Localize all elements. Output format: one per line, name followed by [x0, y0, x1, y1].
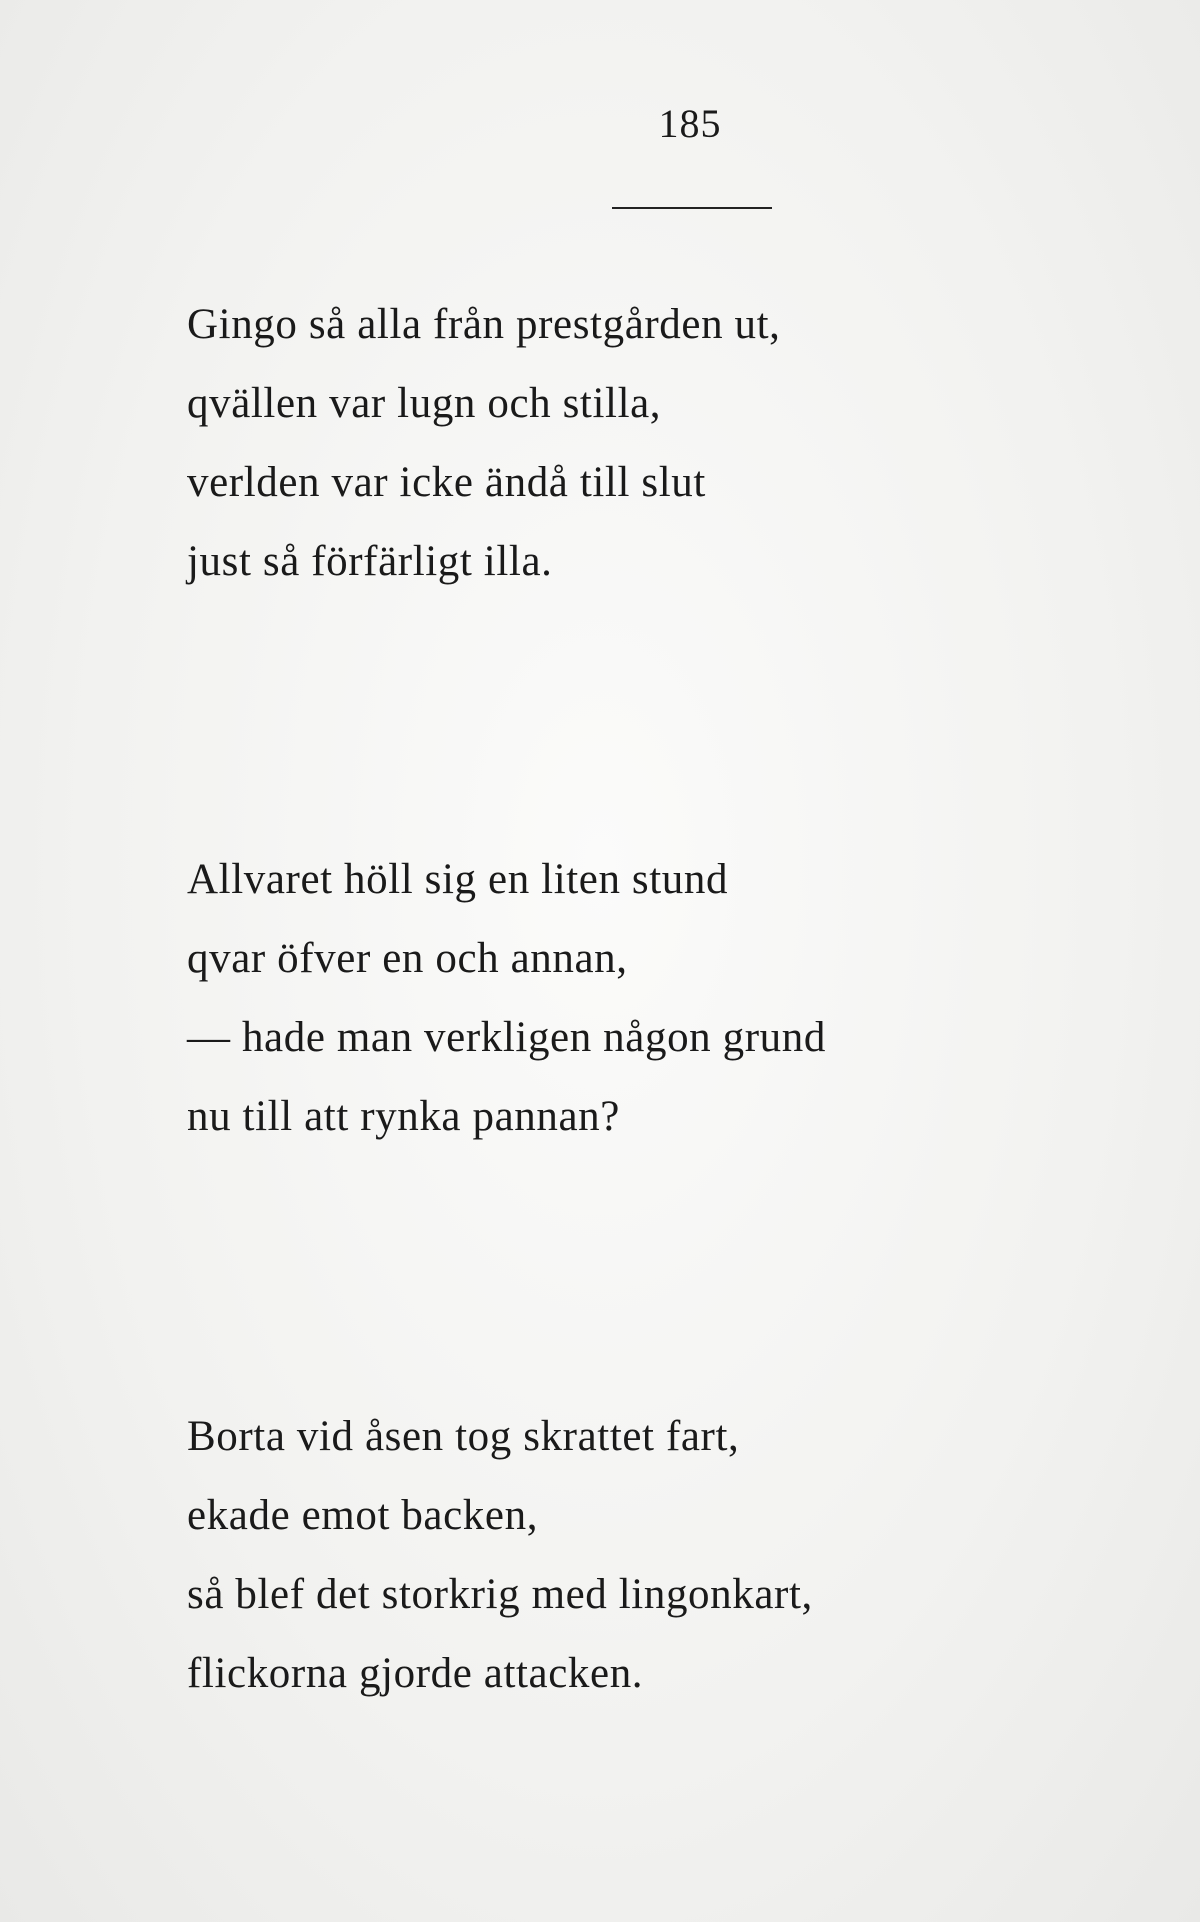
- poem-line: flickorna gjorde attacken.: [187, 1650, 644, 1697]
- poem-line: Borta vid åsen tog skrattet fart,: [187, 1413, 740, 1460]
- poem-line: just så förfärligt illa.: [187, 538, 553, 585]
- page-number: 185: [658, 101, 722, 146]
- poem-line: så blef det storkrig med lingonkart,: [187, 1571, 813, 1618]
- header-rule: [612, 207, 772, 209]
- poem-line: Gingo så alla från prestgården ut,: [187, 301, 781, 348]
- poem-line: qvar öfver en och annan,: [187, 935, 628, 982]
- poem-line: — hade man verkligen någon grund: [187, 1014, 826, 1061]
- poem-line: qvällen var lugn och stilla,: [187, 380, 662, 427]
- stanza-2: [187, 840, 826, 1156]
- poem-line: verlden var icke ändå till slut: [187, 459, 706, 506]
- poem-line: nu till att rynka pannan?: [187, 1093, 620, 1140]
- stanza-1: [187, 285, 781, 601]
- stanza-3: [187, 1397, 813, 1713]
- poem-line: ekade emot backen,: [187, 1492, 539, 1539]
- poem-line: Allvaret höll sig en liten stund: [187, 856, 729, 903]
